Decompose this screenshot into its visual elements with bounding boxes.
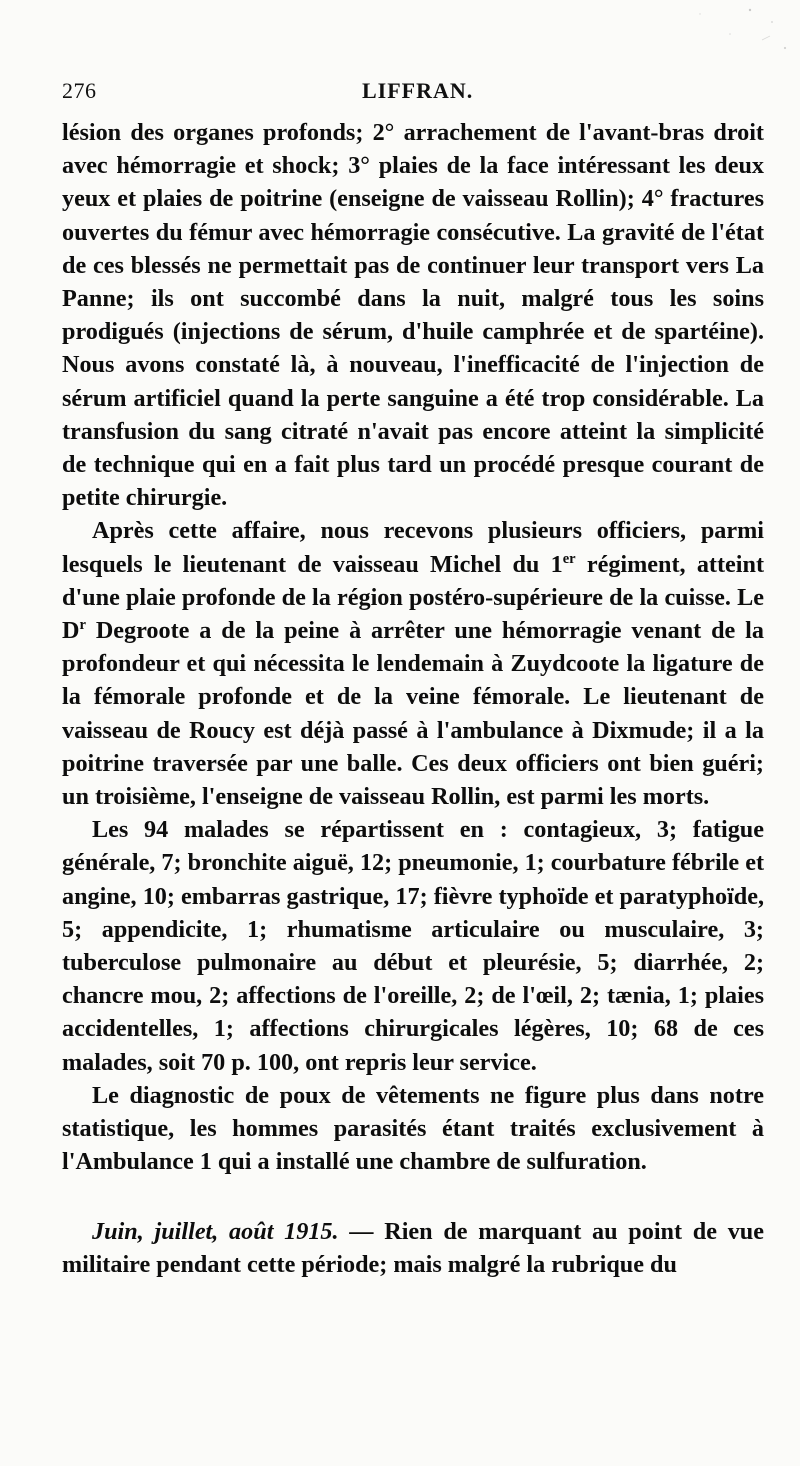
superscript-er: er <box>562 550 576 567</box>
running-title: LIFFRAN. <box>362 78 474 103</box>
paragraph-officers <box>62 514 764 813</box>
paragraph-summer-text: — Rien de marquant au point de vue militaire pendant cette période; mais malgré la rubrique du <box>62 1217 764 1278</box>
section-gap <box>62 1179 764 1215</box>
running-head <box>62 78 760 108</box>
paragraph-patients: Les 94 malades se répartissent en : contagieux, 3; fatigue générale, 7; bronchite aiguë, 12; pneumonie, 1; courbature fébrile et angine, 10; embarras gastrique, 17; fièvre typhoïde et paratyphoïde, 5; appendicite, 1; rhumatisme articulaire ou musculaire, 3; tuberculose pulmonaire au début et pleurésie, 5; diarrhée, 2; chancre mou, 2; affections de l'oreille, 2; de l'œil, 2; tænia, 1; plaies accidentelles, 1; affections chirurgicales légères, 10; 68 de ces malades, soit 70 p. 100, ont repris leur service. <box>62 816 764 1076</box>
page-number: 276 <box>62 78 97 103</box>
paragraph-continued: lésion des organes profonds; 2° arrachement de l'avant-bras droit avec hémorragie et shock; 3° plaies de la face intéressant les deux yeux et plaies de poitrine (enseigne de vaisseau Rollin); 4° fractures ouvertes du fémur avec hémorragie consécutive. La gravité de l'état de ces blessés ne permettait pas de continuer leur transport vers La Panne; ils ont succombé dans la nuit, malgré tous les soins prodigués (injections de sérum, d'huile camphrée et de spartéine). Nous avons constaté là, à nouveau, l'inefficacité de l'injection de sérum artificiel quand la perte sanguine a été trop considérable. La transfusion du sang citraté n'avait pas encore atteint la simplicité de technique qui en a fait plus tard un procédé presque courant de petite chirurgie. <box>62 119 764 512</box>
paper-specks <box>540 0 800 70</box>
paragraph-officers-part-2: régiment, atteint d'une plaie profonde de la région postéro-supérieure de la cuisse. Le D <box>62 550 764 645</box>
paragraph-lice: Le diagnostic de poux de vêtements ne figure plus dans notre statistique, les hommes parasités étant traités exclusivement à l'Ambulance 1 qui a installé une chambre de sulfuration. <box>62 1081 764 1176</box>
body-text <box>62 116 764 1281</box>
date-heading: Juin, juillet, août 1915. <box>92 1217 339 1245</box>
superscript-r: r <box>79 616 86 633</box>
paragraph-officers-part-3: Degroote a de la peine à arrêter une hémorragie venant de la profondeur et qui nécessita le lendemain à Zuydcoote la ligature de la fémorale profonde et de la veine fémorale. Le lieutenant de vaisseau de Roucy est déjà passé à l'ambulance à Dixmude; il a la poitrine traversée par une balle. Ces deux officiers ont bien guéri; un troisième, l'enseigne de vaisseau Rollin, est parmi les morts. <box>62 617 764 811</box>
paragraph-officers-part-1: Après cette affaire, nous recevons plusieurs officiers, parmi lesquels le lieutenant de vaisseau Michel du 1 <box>62 517 764 578</box>
paragraph-summer-1915 <box>62 1215 764 1281</box>
